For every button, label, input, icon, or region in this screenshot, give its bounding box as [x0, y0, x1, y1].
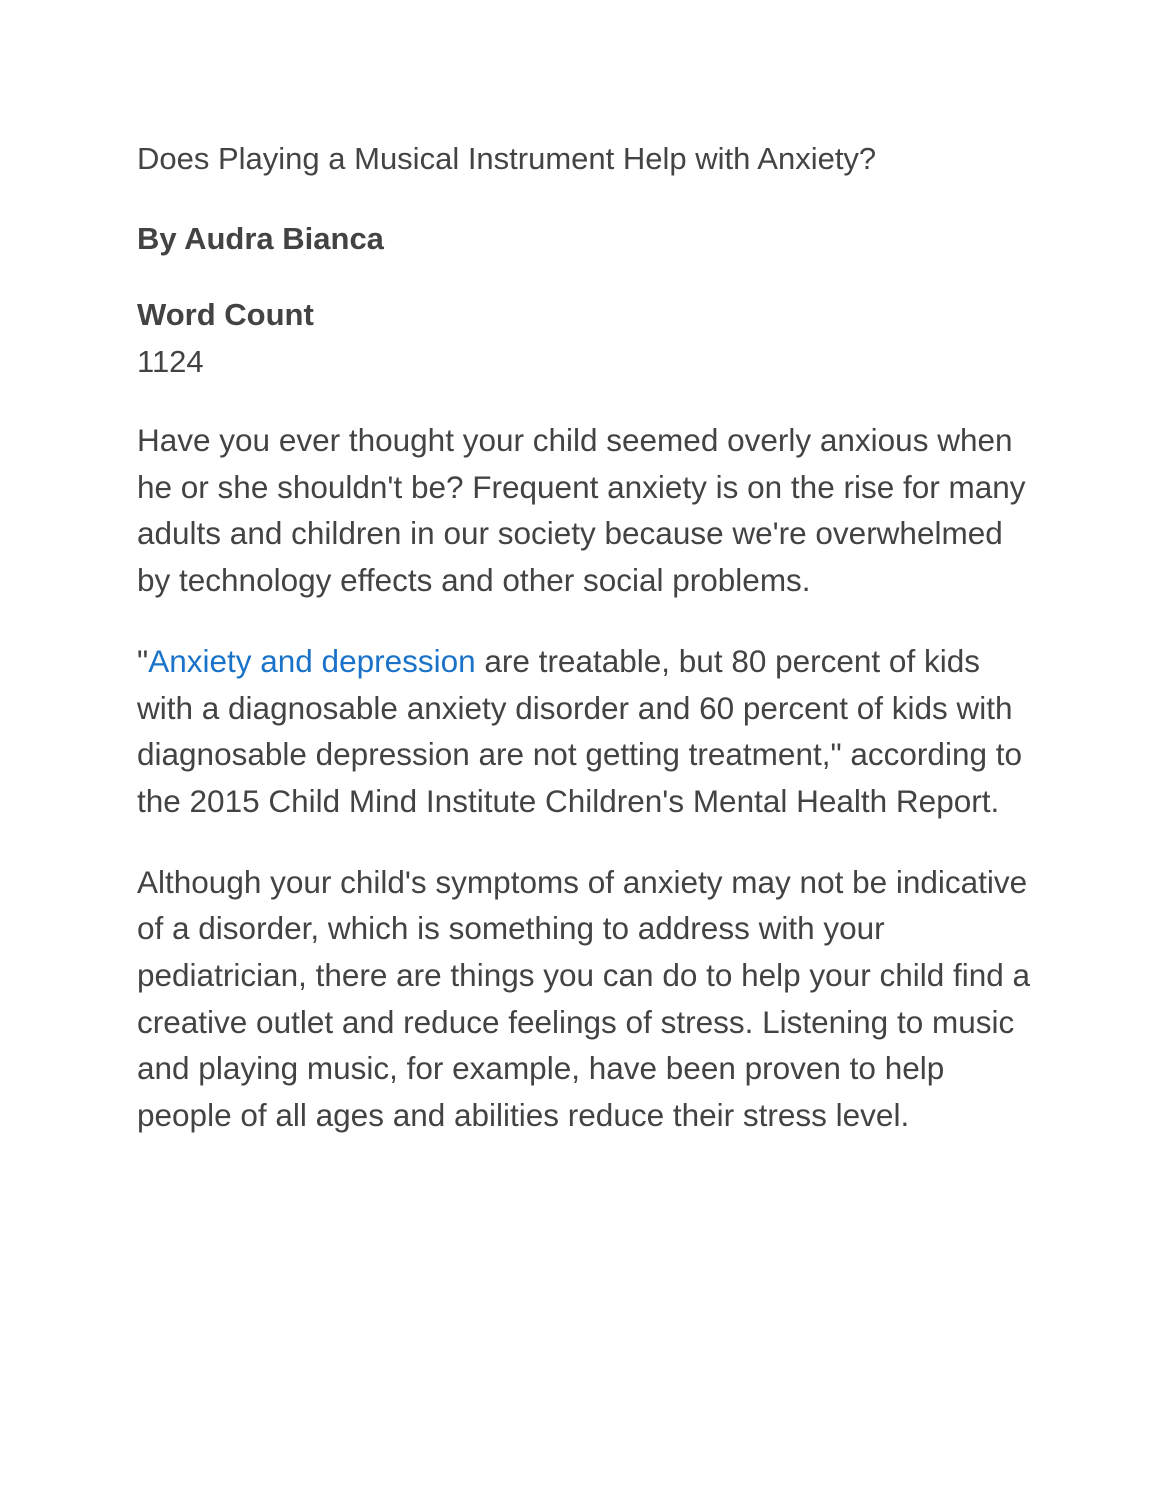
- paragraph-statistics-text: are treatable, but 80 percent of kids with a diagnosable anxiety disorder and 60 percent of kids with diagnosable depression are not getting treatment," according to the 2015 Child Mind Institute Children's Mental Health Report.: [137, 642, 1022, 819]
- article-byline: By Audra Bianca: [137, 221, 384, 256]
- word-count-value: 1124: [137, 344, 204, 379]
- article-title: Does Playing a Musical Instrument Help with Anxiety?: [137, 141, 877, 176]
- document-page: [137, 136, 1037, 1139]
- anxiety-depression-link[interactable]: Anxiety and depression: [148, 642, 476, 679]
- word-count-label: Word Count: [137, 297, 314, 332]
- paragraph-music: Although your child's symptoms of anxiety may not be indicative of a disorder, which is something to address with your pediatrician, there are things you can do to help your child find a creative outlet and reduce feelings of stress. Listening to music and playing music, for example, have been proven to help people of all ages and abilities reduce their stress level.: [137, 863, 1031, 1134]
- open-quote: ": [137, 642, 149, 679]
- paragraph-intro: Have you ever thought your child seemed overly anxious when he or she shouldn't be? Frequent anxiety is on the rise for many adults and children in our society because we're overwhelmed by technology effects and other social problems.: [137, 422, 1026, 599]
- paragraph-statistics: [137, 638, 1037, 825]
